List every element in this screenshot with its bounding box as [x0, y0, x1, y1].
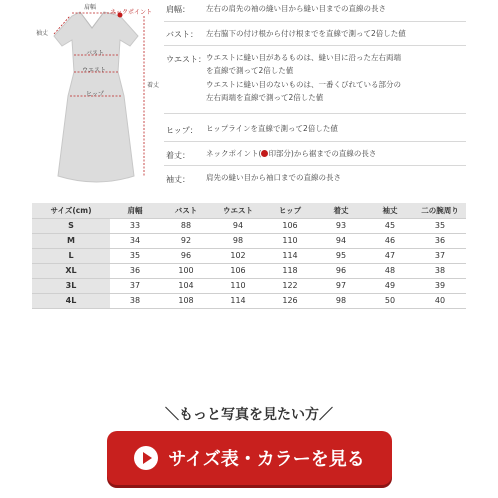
- header-sleeve: 袖丈: [366, 203, 414, 218]
- definition-text-part: 印部分)から裾までの直線の長さ: [268, 149, 377, 158]
- size-cell: XL: [32, 263, 110, 278]
- header-length: 着丈: [316, 203, 366, 218]
- table-cell: 47: [366, 248, 414, 263]
- table-cell: 88: [160, 218, 212, 233]
- measurement-guide: [32, 0, 466, 190]
- cta-button-label: サイズ表・カラーを見る: [168, 449, 365, 470]
- figure-label-bust: バスト: [86, 50, 105, 57]
- play-icon: [134, 446, 158, 470]
- table-cell: 102: [212, 248, 264, 263]
- table-cell: 100: [160, 263, 212, 278]
- definition-waist: [164, 46, 466, 114]
- cta-lead-text: ＼もっと写真を見たい方／: [165, 407, 333, 423]
- figure-label-hip: ヒップ: [86, 91, 104, 98]
- table-cell: 97: [316, 278, 366, 293]
- table-cell: 108: [160, 293, 212, 308]
- table-cell: 110: [212, 278, 264, 293]
- table-row: [32, 278, 466, 293]
- size-cell: M: [32, 233, 110, 248]
- header-size: サイズ(cm): [32, 203, 110, 218]
- figure-label-length: 着丈: [147, 82, 160, 89]
- table-cell: 96: [316, 263, 366, 278]
- definition-shoulder: [164, 0, 466, 22]
- table-cell: 35: [110, 248, 160, 263]
- size-table: [32, 203, 466, 309]
- dress-figure: [32, 0, 162, 190]
- table-cell: 37: [110, 278, 160, 293]
- size-cell: 3L: [32, 278, 110, 293]
- table-cell: 36: [110, 263, 160, 278]
- table-cell: 35: [414, 218, 466, 233]
- header-upper-arm: 二の腕周り: [414, 203, 466, 218]
- definition-term: 着丈：: [166, 151, 190, 160]
- definition-text: 肩先の縫い目から袖口までの直線の長さ: [206, 173, 341, 182]
- table-cell: 38: [414, 263, 466, 278]
- definition-term: バスト：: [166, 30, 198, 39]
- table-row: [32, 263, 466, 278]
- table-cell: 93: [316, 218, 366, 233]
- table-cell: 40: [414, 293, 466, 308]
- definition-term: 袖丈：: [166, 175, 190, 184]
- definition-text: ヒップラインを直線で測って2倍した値: [206, 124, 338, 133]
- table-cell: 49: [366, 278, 414, 293]
- figure-label-waist: ウエスト: [82, 67, 107, 74]
- table-cell: 118: [264, 263, 316, 278]
- definition-text: ウエストに縫い目があるものは、縫い目に沿った左右両端: [206, 53, 401, 62]
- table-cell: 95: [316, 248, 366, 263]
- header-hip: ヒップ: [264, 203, 316, 218]
- table-cell: 39: [414, 278, 466, 293]
- table-row: [32, 233, 466, 248]
- table-cell: 106: [212, 263, 264, 278]
- table-row: [32, 218, 466, 233]
- table-cell: 33: [110, 218, 160, 233]
- table-cell: 104: [160, 278, 212, 293]
- table-header-row: [32, 203, 466, 218]
- figure-label-neck-point: ネックポイント: [110, 9, 153, 16]
- definition-term: 肩幅：: [166, 5, 190, 14]
- table-cell: 34: [110, 233, 160, 248]
- table-cell: 106: [264, 218, 316, 233]
- definition-text: 左右脇下の付け根から付け根までを直線で測って2倍した値: [206, 29, 406, 38]
- definition-text: [206, 148, 376, 160]
- table-cell: 98: [212, 233, 264, 248]
- table-cell: 96: [160, 248, 212, 263]
- definition-text: を直線で測って2倍した値: [206, 66, 294, 75]
- table-cell: 46: [366, 233, 414, 248]
- table-cell: 126: [264, 293, 316, 308]
- header-shoulder: 肩幅: [110, 203, 160, 218]
- table-cell: 98: [316, 293, 366, 308]
- definition-term: ウエスト：: [166, 55, 206, 64]
- size-cell: S: [32, 218, 110, 233]
- definition-bust: [164, 22, 466, 46]
- size-cell: L: [32, 248, 110, 263]
- header-bust: バスト: [160, 203, 212, 218]
- table-cell: 122: [264, 278, 316, 293]
- table-cell: 50: [366, 293, 414, 308]
- table-cell: 38: [110, 293, 160, 308]
- table-cell: 36: [414, 233, 466, 248]
- table-cell: 37: [414, 248, 466, 263]
- table-cell: 48: [366, 263, 414, 278]
- table-row: [32, 293, 466, 308]
- table-cell: 114: [212, 293, 264, 308]
- figure-label-shoulder: 肩幅: [84, 4, 97, 11]
- definition-text: 左右の肩先の袖の縫い目から縫い目までの直線の長さ: [206, 4, 386, 13]
- definition-term: ヒップ：: [166, 126, 198, 135]
- table-cell: 94: [212, 218, 264, 233]
- table-row: [32, 248, 466, 263]
- size-cell: 4L: [32, 293, 110, 308]
- definition-hip: [164, 114, 466, 142]
- view-size-color-button[interactable]: [107, 431, 392, 485]
- table-cell: 114: [264, 248, 316, 263]
- definition-text: ウエストに縫い目のないものは、一番くびれている部分の: [206, 80, 401, 89]
- header-waist: ウエスト: [212, 203, 264, 218]
- definition-sleeve: [164, 166, 466, 190]
- definition-text: 左右両端を直線で測って2倍した値: [206, 93, 324, 102]
- definition-length: [164, 142, 466, 166]
- figure-label-sleeve: 袖丈: [36, 30, 49, 37]
- table-cell: 92: [160, 233, 212, 248]
- table-cell: 45: [366, 218, 414, 233]
- table-cell: 94: [316, 233, 366, 248]
- table-cell: 110: [264, 233, 316, 248]
- definition-text-part: ネックポイント(: [206, 149, 262, 158]
